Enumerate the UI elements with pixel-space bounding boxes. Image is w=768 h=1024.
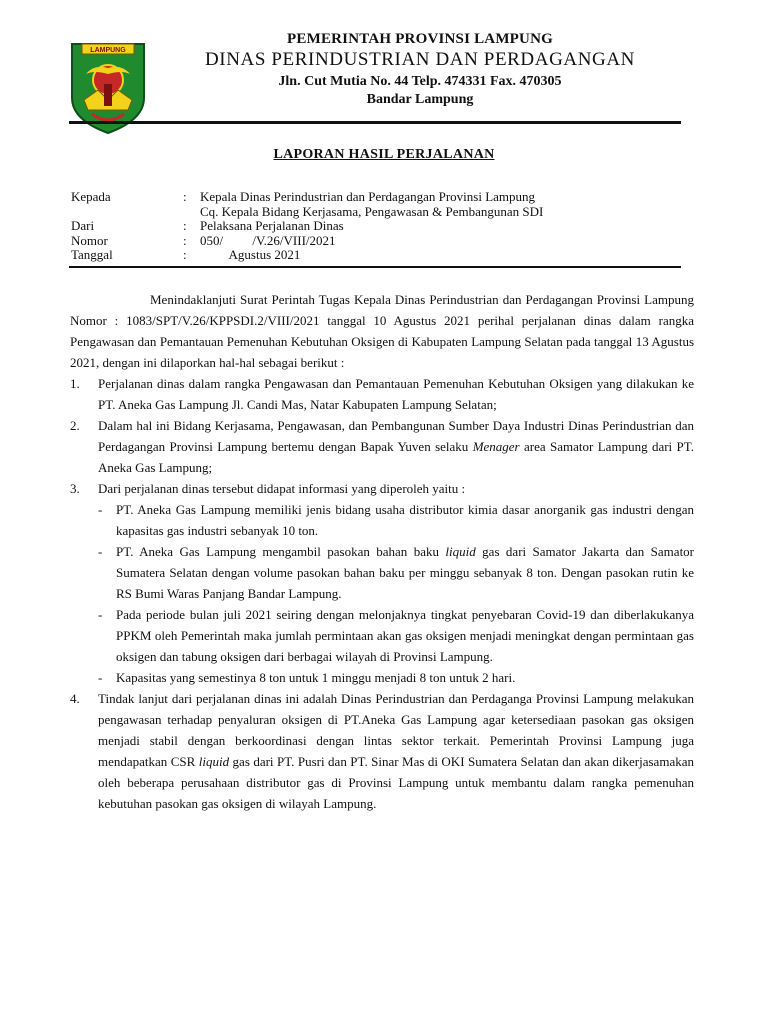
- sub-list-text: PT. Aneka Gas Lampung memiliki jenis bidang usaha distributor kimia dasar anorganik gas industri dengan kapasitas gas industri sebanyak 10 ton.: [116, 502, 694, 538]
- letterhead-agency: DINAS PERINDUSTRIAN DAN PERDAGANGAN: [204, 49, 636, 70]
- sub-list-text: [116, 541, 694, 604]
- list-number: 2.: [70, 418, 80, 433]
- list-text-part: Tindak lanjut dari perjalanan dinas ini adalah Dinas Perindustrian dan Perdaganga Provinsi Lampung melakukan pengawasan terhadap penyaluran oksigen di PT.Aneka Gas Lampung agar ketersediaan pasokan gas oksigen menjadi stabil dengan berkoordinasi dengan lintas sektor terkait. Pemerintah Provinsi Lampung juga mendapatkan CSR: [98, 691, 694, 769]
- field-label: Nomor: [71, 232, 108, 248]
- field-tanggal: [71, 248, 691, 263]
- list-text-italic: liquid: [198, 754, 230, 769]
- letterhead: [160, 30, 680, 109]
- bullet-dash: -: [98, 670, 103, 685]
- list-text-part: area Samator Lampung dari PT. Aneka Gas Lampung;: [98, 439, 695, 475]
- list-text: [98, 688, 694, 814]
- bullet-dash: -: [98, 607, 103, 622]
- field-label: Tanggal: [71, 247, 113, 262]
- list-item: [70, 688, 694, 814]
- sub-list-text-part: gas dari Samator Jakarta dan Samator Sumatera Selatan dengan volume pasokan bahan baku per minggu sebanyak 8 ton. Dengan pasokan rutin ke RS Bumi Waras Panjang Bandar Lampung.: [116, 544, 695, 601]
- document-title: LAPORAN HASIL PERJALANAN: [273, 147, 495, 162]
- field-label: Dari: [71, 218, 95, 233]
- list-item: [70, 415, 694, 478]
- list-text: Dari perjalanan dinas tersebut didapat informasi yang diperoleh yaitu :: [98, 481, 466, 496]
- field-colon: :: [183, 232, 187, 248]
- report-body: [70, 289, 694, 814]
- list-item: [70, 478, 694, 499]
- field-label: Kepada: [71, 189, 111, 204]
- sub-list-item: [98, 541, 694, 604]
- field-value: Kepala Dinas Perindustrian dan Perdagangan Provinsi Lampung: [200, 189, 536, 204]
- field-value: 050/ /V.26/VIII/2021: [200, 232, 336, 248]
- sub-list-text: Kapasitas yang semestinya 8 ton untuk 1 minggu menjadi 8 ton untuk 2 hari.: [116, 670, 516, 685]
- sub-list-item: [98, 667, 694, 688]
- field-value: Agustus 2021: [200, 247, 301, 262]
- letterhead-city: Bandar Lampung: [366, 92, 474, 107]
- list-text-part: gas dari PT. Pusri dan PT. Sinar Mas di OKI Sumatera Selatan dan akan dikerjasamakan oleh beberapa perusahaan distributor gas di Provinsi Lampung untuk membantu dalam rangka pemenuhan kebutuhan pasokan gas oksigen di wilayah Lampung.: [98, 754, 694, 811]
- header-divider: [69, 266, 681, 268]
- field-value: Pelaksana Perjalanan Dinas: [200, 218, 344, 233]
- list-text-part: Dalam hal ini Bidang Kerjasama, Pengawasan, dan Pembangunan Sumber Daya Industri Dinas Perindustrian dan Perdagangan Provinsi Lampung bertemu dengan Bapak Yuven selaku: [98, 418, 694, 454]
- field-value: Cq. Kepala Bidang Kerjasama, Pengawasan & Pembangunan SDI: [200, 203, 544, 219]
- bullet-dash: -: [98, 502, 103, 517]
- field-kepada: [71, 190, 691, 205]
- report-header-fields: [71, 190, 691, 263]
- list-text-italic: Menager: [472, 439, 520, 454]
- sub-list-text-part: PT. Aneka Gas Lampung mengambil pasokan bahan baku: [116, 544, 446, 559]
- list-text: Perjalanan dinas dalam rangka Pengawasan dan Pemantauan Pemenuhan Kebutuhan Oksigen yang dilakukan ke PT. Aneka Gas Lampung Jl. Candi Mas, Natar Kabupaten Lampung Selatan;: [98, 376, 694, 412]
- field-kepada-cq: [71, 205, 691, 220]
- sub-list-item: [98, 604, 694, 667]
- list-number: 4.: [70, 691, 80, 706]
- letterhead-address: Jln. Cut Mutia No. 44 Telp. 474331 Fax. 470305: [278, 74, 562, 89]
- sub-list-item: [98, 499, 694, 541]
- sub-list-text: Pada periode bulan juli 2021 seiring dengan melonjaknya tingkat penyebaran Covid-19 dan diberlakukanya PPKM oleh Pemerintah maka jumlah permintaan akan gas oksigen menjadi meningkat dengan permintaan gas oksigen dan tabung oksigen dari berbagai wilayah di Provinsi Lampung.: [116, 607, 694, 664]
- intro-paragraph: Menindaklanjuti Surat Perintah Tugas Kepala Dinas Perindustrian dan Perdagangan Provinsi Lampung Nomor : 1083/SPT/V.26/KPPSDI.2/VIII/2021 tanggal 10 Agustus 2021 perihal perjalanan dinas dalam rangka Pengawasan dan Pemantauan Pemenuhan Kebutuhan Oksigen di Kabupaten Lampung Selatan pada tanggal 13 Agustus 2021, dengan ini dilaporkan hal-hal sebagai berikut :: [70, 292, 694, 370]
- letterhead-government: PEMERINTAH PROVINSI LAMPUNG: [287, 31, 553, 47]
- bullet-dash: -: [98, 544, 103, 559]
- list-text: [98, 415, 694, 478]
- svg-text:LAMPUNG: LAMPUNG: [90, 47, 126, 54]
- field-colon: :: [183, 189, 187, 204]
- sub-list-text-italic: liquid: [445, 544, 476, 559]
- list-number: 3.: [70, 481, 80, 496]
- list-number: 1.: [70, 376, 80, 391]
- field-colon: :: [183, 247, 187, 262]
- letterhead-divider: [69, 121, 681, 124]
- list-item: [70, 373, 694, 415]
- field-dari: [71, 219, 691, 234]
- field-nomor: [71, 234, 691, 249]
- field-colon: :: [183, 218, 187, 233]
